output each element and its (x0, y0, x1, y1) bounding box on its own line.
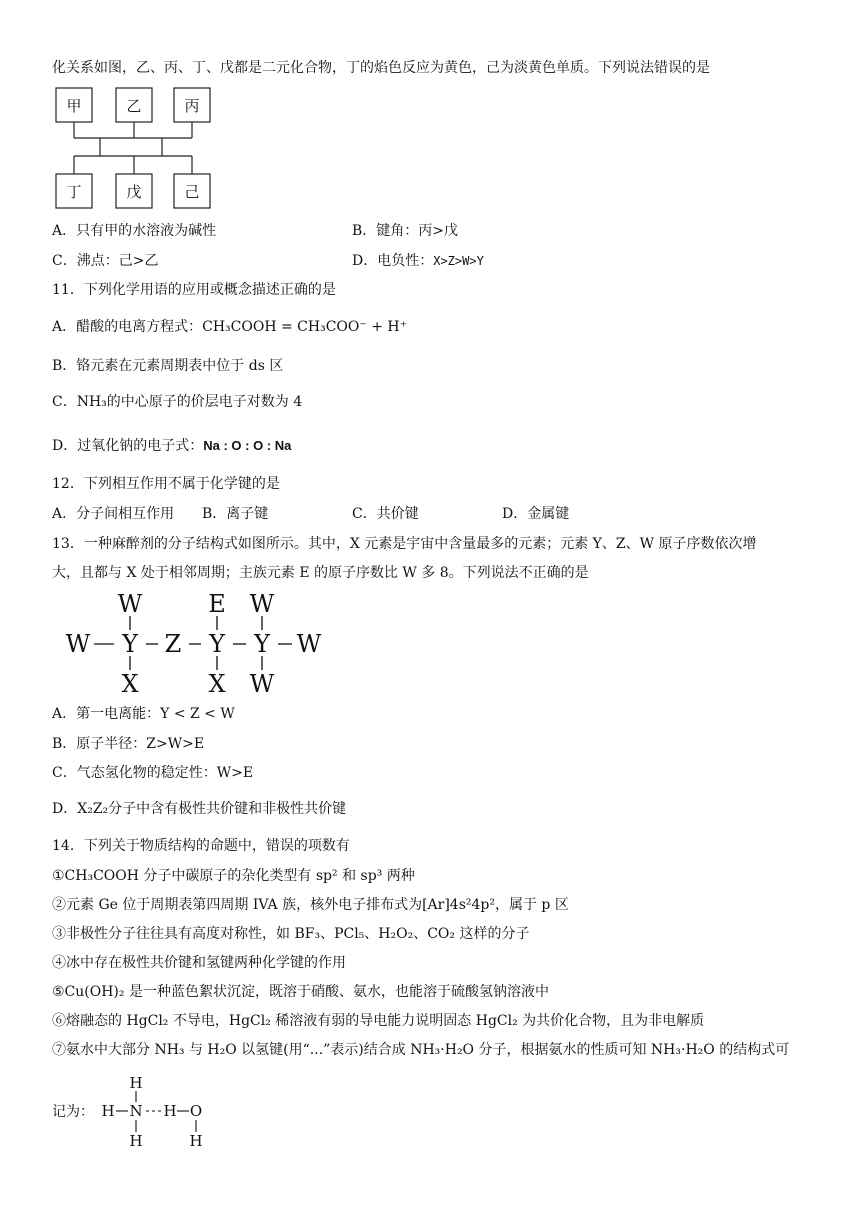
atom-o: O (189, 1102, 203, 1120)
q14-item-6: ⑥熔融态的 HgCl₂ 不导电，HgCl₂ 稀溶液有弱的导电能力说明固态 HgCl₂ 为共价化合物，且为非电解质 (52, 1013, 705, 1029)
atom-y1: Y (122, 630, 138, 658)
q10-option-d-value: X>Z>W>Y (433, 254, 484, 268)
q13-option-a-value: Y < Z < W (160, 706, 235, 722)
q12-option-c: C．共价键 (352, 506, 419, 522)
q13-option-d (52, 799, 346, 819)
q12-option-b: B．离子键 (202, 506, 269, 522)
atom-n: N (129, 1102, 143, 1120)
q11-option-d (52, 436, 291, 456)
q10-option-b: B．键角：丙>戊 (352, 223, 459, 239)
atom-h-bottom: H (129, 1132, 143, 1150)
atom-h-bridge: H (163, 1102, 177, 1120)
q11-option-a (52, 317, 407, 337)
q14-item-1: ①CH₃COOH 分子中碳原子的杂化类型有 sp² 和 sp³ 两种 (52, 868, 415, 884)
q14-item-4: ④冰中存在极性共价键和氢键两种化学键的作用 (52, 955, 346, 971)
nh3-h2o-structural-formula (100, 1072, 220, 1152)
atom-h-top: H (129, 1074, 143, 1092)
q13-option-b: B．原子半径：Z>W>E (52, 736, 205, 752)
q12-stem: 12．下列相互作用不属于化学键的是 (52, 476, 280, 492)
q10-option-c: C．沸点：己>乙 (52, 253, 159, 269)
atom-w-bottom: W (249, 670, 275, 696)
q12-option-d: D．金属键 (502, 506, 570, 522)
q11-option-c-text: 的中心原子的价层电子对数为 4 (106, 394, 303, 410)
q11-option-a-formula: CH₃COOH = CH₃COO⁻ + H⁺ (202, 319, 407, 335)
atom-e-top: E (208, 590, 226, 618)
q14-item-7-prefix: 记为： (52, 1104, 94, 1120)
q11-option-b: B．铬元素在元素周期表中位于 ds 区 (52, 358, 284, 374)
atom-w-top2: W (249, 590, 275, 618)
q10-flow-diagram (52, 84, 222, 212)
atom-h-o: H (189, 1132, 203, 1150)
q10-option-d (352, 251, 484, 271)
sodium-peroxide-electron-formula: Na : O : O : Na (203, 438, 292, 453)
q11-option-d-label: D．过氧化钠的电子式： (52, 438, 204, 454)
box-jia: 甲 (66, 97, 82, 115)
q11-option-c-label: C． (52, 394, 77, 410)
atom-w-right: W (296, 630, 322, 658)
q13-stem-line2: 大，且都与 X 处于相邻周期；主族元素 E 的原子序数比 W 多 8。下列说法不正确的是 (52, 565, 589, 581)
q14-item-5: ⑤Cu(OH)₂ 是一种蓝色絮状沉淀，既溶于硝酸、氨水，也能溶于硫酸氢钠溶液中 (52, 984, 549, 1000)
box-ji: 己 (184, 183, 200, 201)
q12-option-a: A．分子间相互作用 (52, 506, 175, 522)
atom-w-top1: W (117, 590, 143, 618)
atom-w-left: W (65, 630, 91, 658)
q13-option-d-formula: X₂Z₂ (77, 801, 109, 817)
atom-y3: Y (254, 630, 270, 658)
q14-item-7: ⑦氨水中大部分 NH₃ 与 H₂O 以氢键(用“...”表示)结合成 NH₃·H₂O 分子，根据氨水的性质可知 NH₃·H₂O 的结构式可 (52, 1042, 790, 1058)
q13-option-c: C．气态氢化物的稳定性：W>E (52, 765, 254, 781)
q13-option-d-label: D． (52, 801, 78, 817)
q11-option-c-formula: NH₃ (76, 394, 107, 410)
box-yi: 乙 (126, 97, 142, 115)
atom-h-left: H (101, 1102, 115, 1120)
q11-option-c (52, 392, 302, 412)
q14-stem: 14．下列关于物质结构的命题中，错误的项数有 (52, 838, 350, 854)
atom-z: Z (164, 630, 182, 658)
q14-item-2: ②元素 Ge 位于周期表第四周期 IVA 族，核外电子排布式为[Ar]4s²4p²，属于 p 区 (52, 897, 569, 913)
atom-x-bottom2: X (208, 670, 226, 696)
atom-x-bottom1: X (121, 670, 139, 696)
q14-item-3: ③非极性分子往往具有高度对称性，如 BF₃、PCl₅、H₂O₂、CO₂ 这样的分子 (52, 926, 530, 942)
q10-option-a: A．只有甲的水溶液为碱性 (52, 223, 217, 239)
q13-option-a-label: A．第一电离能： (52, 706, 161, 722)
q13-option-a (52, 704, 235, 724)
box-ding: 丁 (66, 183, 82, 201)
q13-structural-formula (62, 590, 332, 696)
box-wu: 戊 (126, 183, 142, 201)
atom-y2: Y (209, 630, 225, 658)
q10-option-d-label: D．电负性： (352, 253, 434, 269)
q11-stem: 11．下列化学用语的应用或概念描述正确的是 (52, 282, 336, 298)
q11-option-a-label: A．醋酸的电离方程式： (52, 319, 203, 335)
q13-option-d-text: 分子中含有极性共价键和非极性共价键 (108, 801, 347, 817)
q13-stem-line1: 13．一种麻醉剂的分子结构式如图所示。其中，X 元素是宇宙中含量最多的元素；元素 Y、Z、W 原子序数依次增 (52, 536, 757, 552)
q10-stem: 化关系如图，乙、丙、丁、戊都是二元化合物，丁的焰色反应为黄色，己为淡黄色单质。下列说法错误的是 (52, 60, 710, 76)
box-bing: 丙 (184, 97, 200, 115)
